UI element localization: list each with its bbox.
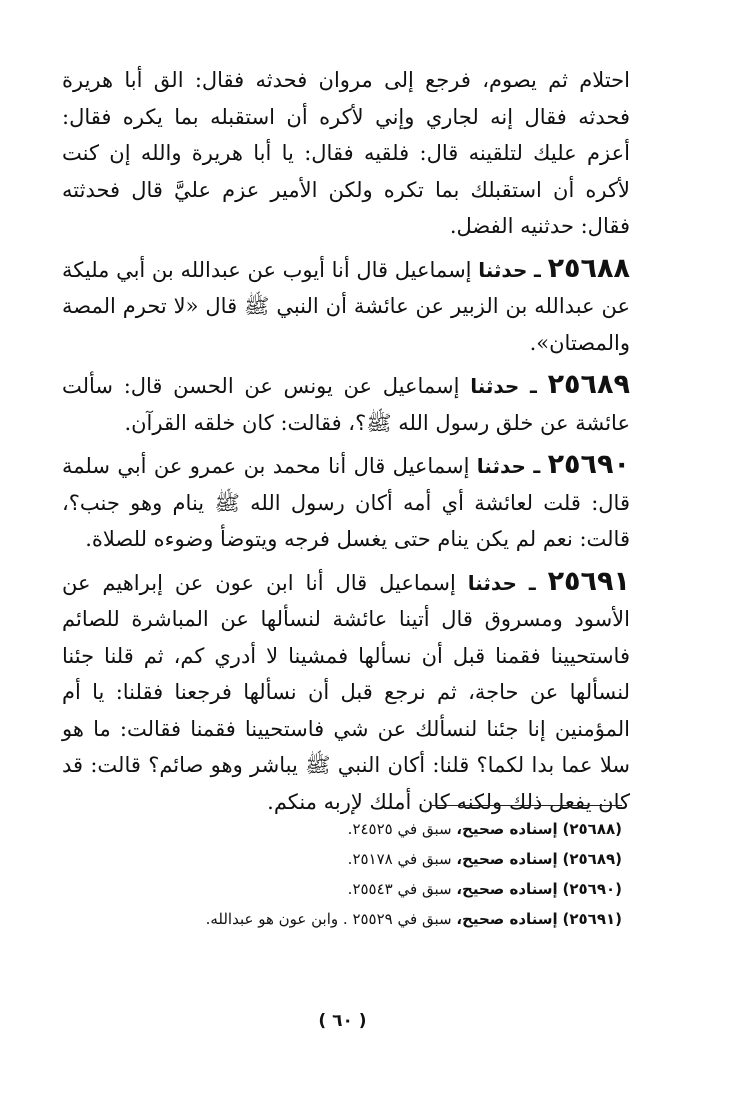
hadith-number: ٢٥٦٩١ <box>547 565 630 597</box>
footnote-grade: إسناده صحيح، <box>456 880 558 898</box>
footnote-text: سبق في ٢٥٥٢٩ . وابن عون هو عبدالله. <box>205 910 452 928</box>
hadith-text: إسماعيل قال أنا أيوب عن عبدالله بن أبي مليكة عن عبدالله بن الزبير عن عائشة أن النبي ﷺ قال «لا تحرم المصة والمصتان». <box>62 257 630 355</box>
hadith-dash: ـ <box>533 454 541 478</box>
hadith-25691 <box>62 564 630 821</box>
hadith-lead-word: حدثنا <box>478 257 528 282</box>
hadith-text: إسماعيل عن يونس عن الحسن قال: سألت عائشة عن خلق رسول الله ﷺ؟، فقالت: كان خلقه القرآن. <box>62 374 630 435</box>
footnote-text: سبق في ٢٥٥٤٣. <box>347 880 452 898</box>
hadith-number: ٢٥٦٩٠ <box>547 449 630 480</box>
hadith-dash: ـ <box>528 570 536 595</box>
continuation-paragraph: احتلام ثم يصوم، فرجع إلى مروان فحدثه فقال: الق أبا هريرة فحدثه فقال إنه لجاري وإني لأكره أن استقبله بما يكره فقال: أعزم عليك لتلقينه قال: فلقيه فقال: يا أبا هريرة والله إن كنت لأكره أن استقبلك بما تكره ولكن الأمير عزم عليَّ قال فحدثته فقال: حدثنيه الفضل. <box>62 68 630 238</box>
page-body <box>62 62 630 826</box>
footnote-divider <box>432 805 622 806</box>
hadith-lead-word: حدثنا <box>476 454 526 478</box>
hadith-25690 <box>62 447 630 558</box>
footnote-25690 <box>150 874 622 904</box>
hadith-lead-word: حدثنا <box>470 374 520 398</box>
hadith-number: ٢٥٦٨٩ <box>547 369 630 400</box>
footnote-number: (٢٥٦٩١) <box>562 910 622 928</box>
footnote-grade: إسناده صحيح، <box>456 910 558 928</box>
footnote-number: (٢٥٦٨٩) <box>562 850 622 868</box>
footnote-grade: إسناده صحيح، <box>456 850 558 868</box>
hadith-dash: ـ <box>534 257 541 282</box>
footnote-text: سبق في ٢٤٥٢٥. <box>347 820 452 838</box>
hadith-lead-word: حدثنا <box>467 570 517 595</box>
footnotes <box>150 814 622 934</box>
footnote-grade: إسناده صحيح، <box>456 820 558 838</box>
footnote-text: سبق في ٢٥١٧٨. <box>347 850 452 868</box>
footnote-25689 <box>150 844 622 874</box>
hadith-text: إسماعيل قال أنا محمد بن عمرو عن أبي سلمة قال: قلت لعائشة أي أمه أكان رسول الله ﷺ ينام وهو جنب؟، قالت: نعم لم يكن ينام حتى يغسل فرجه ويتوضأ وضوءه للصلاة. <box>62 454 630 551</box>
hadith-number: ٢٥٦٨٨ <box>547 252 630 284</box>
page-number: ( ٦٠ ) <box>318 1011 367 1031</box>
hadith-25688 <box>62 251 630 362</box>
hadith-dash: ـ <box>530 374 537 398</box>
hadith-text: إسماعيل قال أنا ابن عون عن إبراهيم عن الأسود ومسروق قال أتينا عائشة لنسألها عن المباشرة للصائم فاستحيينا فقمنا قبل أن نسألها فمشينا لا أدري كم، ثم قلنا جئنا لنسألها عن حاجة، ثم نرجع قبل أن نسألها فرجعنا فقلنا: يا أم المؤمنين إنا جئنا لنسألك عن شي فاستحيينا فقمنا فقالت: ما هو سلا عما بدا لكما؟ قلنا: أكان النبي ﷺ يباشر وهو صائم؟ قالت: قد كان يفعل ذلك ولكنه كان أملك لإربه منكم. <box>62 570 630 814</box>
footnote-25688 <box>150 814 622 844</box>
footnote-number: (٢٥٦٨٨) <box>562 820 622 838</box>
hadith-25689 <box>62 367 630 441</box>
footnote-25691 <box>150 904 622 934</box>
footnote-number: (٢٥٦٩٠) <box>562 880 622 898</box>
